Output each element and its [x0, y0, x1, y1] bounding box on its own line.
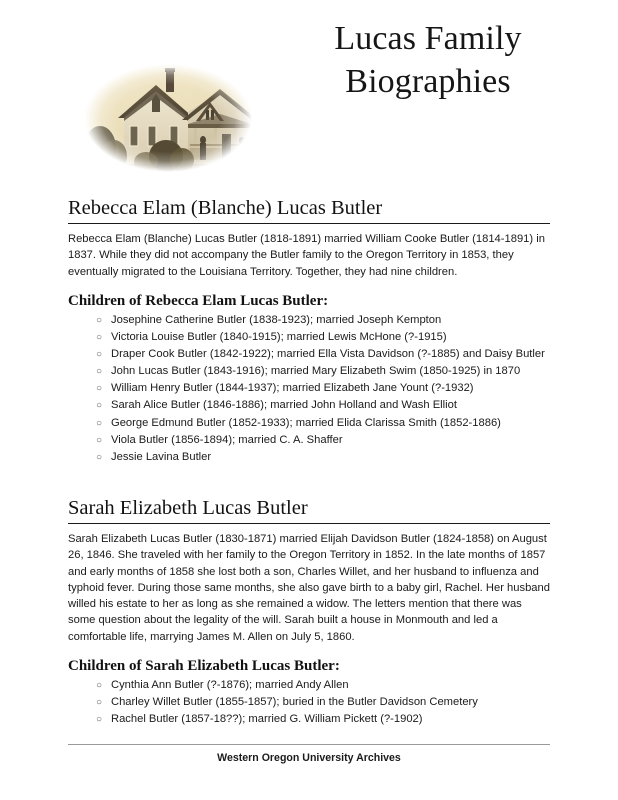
list-item-label: Jessie Lavina Butler — [111, 450, 212, 463]
children-heading: Children of Sarah Elizabeth Lucas Butler: — [68, 658, 340, 675]
circle-bullet-icon: ○ — [96, 383, 103, 395]
list-item — [68, 711, 550, 728]
list-item — [68, 312, 550, 329]
biography-section — [68, 196, 550, 466]
list-item-label: John Lucas Butler (1843-1916); married Mary Elizabeth Swim (1850-1925) in 1870 — [111, 365, 521, 378]
list-item — [68, 449, 550, 466]
circle-bullet-icon: ○ — [96, 366, 103, 378]
list-item-label: Viola Butler (1856-1894); married C. A. Shaffer — [111, 433, 343, 446]
house-photo — [70, 52, 266, 184]
list-item-label: Cynthia Ann Butler (?-1876); married Andy Allen — [111, 679, 349, 692]
title-line-1: Lucas Family — [334, 20, 522, 57]
list-item — [68, 694, 550, 711]
list-item-label: Josephine Catherine Butler (1838-1923); married Joseph Kempton — [111, 314, 442, 327]
list-item — [68, 329, 550, 346]
circle-bullet-icon: ○ — [96, 315, 103, 327]
list-item — [68, 432, 550, 449]
list-item — [68, 363, 550, 380]
document-masthead — [68, 0, 550, 190]
circle-bullet-icon: ○ — [96, 697, 103, 709]
list-item-label: Sarah Alice Butler (1846-1886); married John Holland and Wash Elliot — [111, 399, 457, 412]
title-line-2: Biographies — [345, 62, 511, 100]
list-item-label: William Henry Butler (1844-1937); married Elizabeth Jane Yount (?-1932) — [111, 382, 474, 395]
list-item — [68, 397, 550, 414]
footer-divider — [68, 744, 550, 745]
section-heading: Sarah Elizabeth Lucas Butler — [68, 496, 550, 524]
list-item — [68, 380, 550, 397]
document-content — [68, 0, 550, 728]
historic-house-photo-icon — [70, 52, 266, 184]
section-heading: Rebecca Elam (Blanche) Lucas Butler — [68, 196, 550, 224]
section-body: Rebecca Elam (Blanche) Lucas Butler (1818-1891) married William Cooke Butler (1814-1891) in 1837. While they did not accompany the Butler family to the Oregon Territory in 1853, they eventually migrated to the Louisiana Territory. Together, they had nine children. — [68, 233, 545, 278]
list-item-label: George Edmund Butler (1852-1933); married Elida Clarissa Smith (1852-1886) — [111, 416, 501, 429]
list-item-label: Rachel Butler (1857-18??); married G. William Pickett (?-1902) — [111, 713, 423, 726]
footer-text: Western Oregon University Archives — [217, 752, 401, 765]
circle-bullet-icon: ○ — [96, 400, 103, 412]
document-title — [306, 18, 550, 104]
circle-bullet-icon: ○ — [96, 714, 103, 726]
list-item — [68, 677, 550, 694]
page-footer — [68, 744, 550, 764]
circle-bullet-icon: ○ — [96, 417, 103, 429]
children-heading: Children of Rebecca Elam Lucas Butler: — [68, 293, 329, 310]
biography-section — [68, 496, 550, 729]
section-body: Sarah Elizabeth Lucas Butler (1830-1871) married Elijah Davidson Butler (1824-1858) on August 26, 1846. She traveled with her family to the Oregon Territory in 1852. In the late months of 1857 and early months of 1858 she lost both a son, Charles Willet, and her husband to influenza and typhoid fever. During those same months, she also gave birth to a baby girl, Rachel. Her husband willed his estate to her as long as she remained a widow. The letters mention that there was some question about the legality of the will. Sarah built a house in Monmouth and led a comfortable life, marrying James M. Allen on July 5, 1860. — [68, 532, 550, 643]
circle-bullet-icon: ○ — [96, 451, 103, 463]
circle-bullet-icon: ○ — [96, 434, 103, 446]
list-item — [68, 415, 550, 432]
list-item-label: Victoria Louise Butler (1840-1915); married Lewis McHone (?-1915) — [111, 331, 447, 344]
circle-bullet-icon: ○ — [96, 332, 103, 344]
list-item-label: Charley Willet Butler (1855-1857); buried in the Butler Davidson Cemetery — [111, 696, 478, 709]
circle-bullet-icon: ○ — [96, 349, 103, 361]
circle-bullet-icon: ○ — [96, 680, 103, 692]
children-list — [68, 677, 550, 728]
list-item-label: Draper Cook Butler (1842-1922); married Ella Vista Davidson (?-1885) and Daisy Butler — [111, 348, 545, 361]
children-list — [68, 312, 550, 466]
house-photo-oval — [70, 52, 266, 184]
list-item — [68, 346, 550, 363]
